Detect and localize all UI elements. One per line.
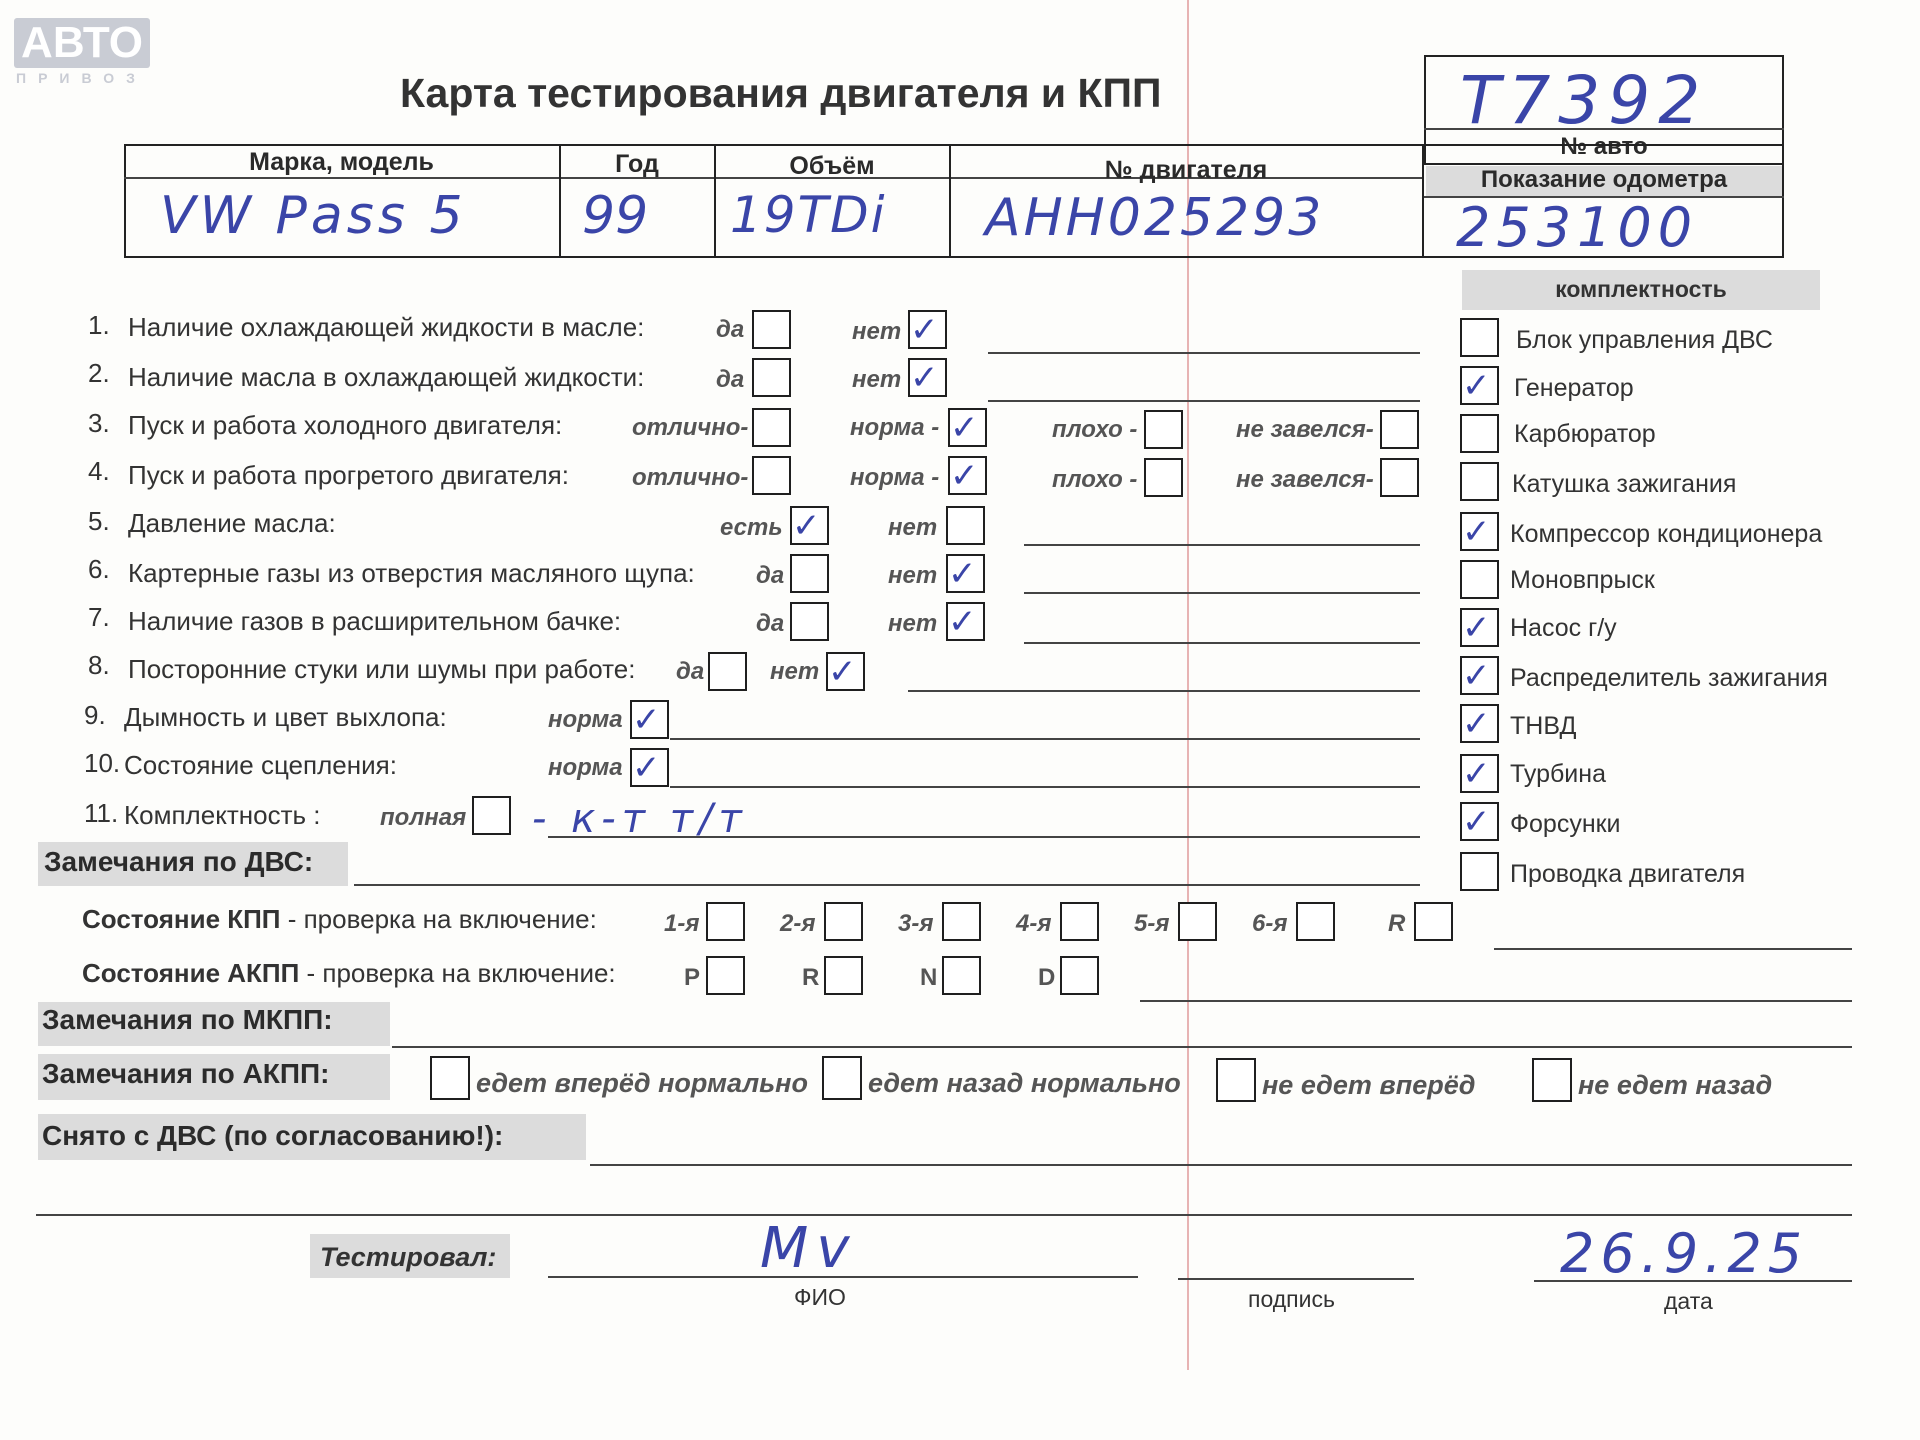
header-engine-no: № двигателя [1104,156,1268,184]
q4-box3[interactable] [1144,458,1183,497]
q5-line [1024,544,1420,546]
date-caption: дата [1664,1288,1713,1314]
q5-box1[interactable] [790,506,829,545]
injectors-tick: ✓ [1462,802,1491,842]
akpp-backward-ok-box[interactable] [822,1056,862,1100]
fio-caption: ФИО [794,1284,846,1310]
kpp-label-bold: Состояние КПП [82,904,281,934]
q3-opt2: норма - [850,414,940,441]
akpp-mode-p: P [684,964,701,991]
volume-value: 19TDi [730,186,887,244]
akpp-box-d[interactable] [1060,956,1099,995]
header-year: Год [615,150,659,178]
tested-label: Тестировал: [320,1242,497,1272]
akpp-label [82,958,616,989]
logo: АВТО [14,18,150,68]
complect-box-mono-injection[interactable] [1460,560,1499,599]
q11-box1[interactable] [472,796,511,835]
col-sep-4 [1422,144,1424,258]
year-value: 99 [582,186,649,246]
q6-box2[interactable] [946,554,985,593]
q1-opt2: нет [852,318,902,345]
q5-box2[interactable] [946,506,985,545]
complect-label-distributor: Распределитель зажигания [1510,664,1828,692]
q9-line [670,738,1420,740]
ac-compressor-tick: ✓ [1462,512,1491,552]
q4-opt2: норма - [850,464,940,491]
q2-line [988,400,1420,402]
odometer-label: Показание одометра [1480,166,1728,193]
kpp-box-2[interactable] [824,902,863,941]
kpp-box-3[interactable] [942,902,981,941]
complect-box-turbine[interactable] [1460,754,1499,793]
kpp-gear-3: 3-я [898,910,934,937]
q3-number: 3. [88,408,110,438]
q6-line [1024,592,1420,594]
q4-tick: ✓ [950,456,979,496]
q1-line [988,352,1420,354]
q3-opt4: не завелся- [1236,416,1374,443]
odometer-value: 253100 [1456,196,1699,259]
q7-box2[interactable] [946,602,985,641]
q3-box2[interactable] [948,408,987,447]
akpp-backward-ok-label: едет назад нормально [868,1068,1181,1098]
blank-line [36,1214,1852,1216]
kpp-gear-2: 2-я [780,910,816,937]
q3-box1[interactable] [752,408,791,447]
complect-label-carburetor: Карбюратор [1514,420,1656,448]
complect-label-ignition-coil: Катушка зажигания [1512,470,1737,498]
remarks-mkpp-label: Замечания по МКПП: [42,1004,333,1035]
header-volume: Объём [789,152,875,180]
kpp-gear-6: 6-я [1252,910,1288,937]
distributor-tick: ✓ [1462,656,1491,696]
q5-number: 5. [88,506,110,536]
q8-text: Посторонние стуки или шумы при работе: [128,654,636,684]
kpp-box-r[interactable] [1414,902,1453,941]
complect-label-mono-injection: Моновпрыск [1510,566,1655,594]
q11-line [548,836,1420,838]
kpp-gear-1: 1-я [664,910,700,937]
q3-opt1: отлично- [632,414,749,441]
complect-box-carburetor[interactable] [1460,414,1499,453]
q6-opt2: нет [888,562,938,589]
q2-tick: ✓ [910,358,939,398]
akpp-mode-d: D [1038,964,1056,991]
q1-tick: ✓ [910,310,939,350]
remarks-akpp-label: Замечания по АКПП: [42,1058,330,1089]
akpp-forward-ok-label: едет вперёд нормально [476,1068,808,1098]
q9-text: Дымность и цвет выхлопа: [124,702,447,732]
q10-box1[interactable] [630,748,669,787]
q5-text: Давление масла: [128,508,336,538]
akpp-no-backward-box[interactable] [1532,1058,1572,1102]
date-value: 26.9.25 [1560,1222,1809,1285]
q6-tick: ✓ [948,554,977,594]
kpp-gear-5: 5-я [1134,910,1170,937]
date-line [1534,1280,1852,1282]
q3-tick: ✓ [950,408,979,448]
q4-opt1: отлично- [632,464,749,491]
kpp-box-1[interactable] [706,902,745,941]
logo-subtitle: ПРИВОЗ [16,70,147,86]
akpp-label-rest: - проверка на включение: [299,958,616,988]
q4-opt4: не завелся- [1236,466,1374,493]
q8-opt1: да [676,658,705,685]
q4-box2[interactable] [948,456,987,495]
kpp-label [82,904,597,935]
kpp-box-6[interactable] [1296,902,1335,941]
q1-opt1: да [716,316,745,343]
q2-number: 2. [88,358,110,388]
auto-number-line [1424,128,1784,130]
q4-opt3: плохо - [1052,466,1138,493]
q7-number: 7. [88,602,110,632]
kpp-label-rest: - проверка на включение: [280,904,597,934]
injection-pump-tick: ✓ [1462,704,1491,744]
q7-opt1: да [756,610,785,637]
complect-title: комплектность [1555,276,1727,302]
akpp-box-p[interactable] [706,956,745,995]
complect-label-turbine: Турбина [1510,760,1606,788]
power-steering-pump-tick: ✓ [1462,608,1491,648]
q2-opt2: нет [852,366,902,393]
akpp-no-forward-box[interactable] [1216,1058,1256,1102]
q3-box3[interactable] [1144,410,1183,449]
complect-box-ac-compressor[interactable] [1460,512,1499,551]
q4-number: 4. [88,456,110,486]
q6-opt1: да [756,562,785,589]
fio-value: Mv [760,1216,858,1281]
q10-text: Состояние сцепления: [124,750,397,780]
q7-box1[interactable] [790,602,829,641]
remarks-mkpp-line [392,1046,1852,1048]
q5-opt2: нет [888,514,938,541]
q8-box1[interactable] [708,652,747,691]
q9-tick: ✓ [632,700,661,740]
q7-tick: ✓ [948,602,977,642]
q3-text: Пуск и работа холодного двигателя: [128,410,563,440]
kpp-gear-4: 4-я [1016,910,1052,937]
q4-text: Пуск и работа прогретого двигателя: [128,460,569,490]
complect-label-ecu: Блок управления ДВС [1516,326,1773,354]
removed-line [590,1164,1852,1166]
remarks-dvs-line [354,884,1420,886]
q2-text: Наличие масла в охлаждающей жидкости: [128,362,645,392]
q8-box2[interactable] [826,652,865,691]
engine-no-value: AHH025293 [985,188,1325,248]
q8-number: 8. [88,650,110,680]
fio-line [548,1276,1138,1278]
q6-number: 6. [88,554,110,584]
header-model: Марка, модель [249,148,434,176]
q10-opt1: норма [548,754,623,781]
q8-line [908,690,1420,692]
q9-number: 9. [84,700,106,730]
q11-opt1: полная [380,804,467,831]
complect-box-ecu[interactable] [1460,318,1499,357]
akpp-box-n[interactable] [942,956,981,995]
q11-number: 11. [84,798,119,828]
q10-tick: ✓ [632,748,661,788]
q3-opt3: плохо - [1052,416,1138,443]
complect-label-ac-compressor: Компрессор кондиционера [1510,520,1823,548]
q6-box1[interactable] [790,554,829,593]
page-title: Карта тестирования двигателя и КПП [400,70,1162,116]
q6-text: Картерные газы из отверстия масляного щупа: [128,558,695,588]
q1-box1[interactable] [752,310,791,349]
q7-text: Наличие газов в расширительном бачке: [128,606,622,636]
remarks-dvs-label: Замечания по ДВС: [44,846,314,877]
akpp-line [1140,1000,1852,1002]
q2-box2[interactable] [908,358,947,397]
q9-box1[interactable] [630,700,669,739]
complect-label-engine-wiring: Проводка двигателя [1510,860,1746,888]
q11-note: - к-т т/т [532,796,748,842]
q4-box4[interactable] [1380,458,1419,497]
akpp-mode-n: N [920,964,938,991]
akpp-label-bold: Состояние АКПП [82,958,300,988]
complect-label-injection-pump: ТНВД [1510,712,1577,740]
sign-line [1178,1278,1414,1280]
q7-opt2: нет [888,610,938,637]
complect-box-generator[interactable] [1460,366,1499,405]
complect-label-power-steering-pump: Насос г/у [1510,614,1617,642]
akpp-box-r[interactable] [824,956,863,995]
turbine-tick: ✓ [1462,754,1491,794]
kpp-gear-r: R [1388,910,1406,937]
q5-tick: ✓ [792,506,821,546]
complect-box-injection-pump[interactable] [1460,704,1499,743]
q8-opt2: нет [770,658,820,685]
q2-opt1: да [716,366,745,393]
q2-box1[interactable] [752,358,791,397]
complect-label-injectors: Форсунки [1510,810,1621,838]
complect-label-generator: Генератор [1514,374,1634,402]
q1-box2[interactable] [908,310,947,349]
complect-box-power-steering-pump[interactable] [1460,608,1499,647]
kpp-line [1494,948,1852,950]
q7-line [1024,642,1420,644]
complect-box-engine-wiring[interactable] [1460,852,1499,891]
q3-box4[interactable] [1380,410,1419,449]
removed-label: Снято с ДВС (по согласованию!): [42,1120,504,1151]
akpp-no-backward-label: не едет назад [1578,1070,1773,1100]
akpp-forward-ok-box[interactable] [430,1056,470,1100]
q1-number: 1. [88,310,110,340]
kpp-box-4[interactable] [1060,902,1099,941]
akpp-no-forward-label: не едет вперёд [1262,1070,1476,1100]
q4-box1[interactable] [752,456,791,495]
q8-tick: ✓ [828,652,857,692]
complect-box-ignition-coil[interactable] [1460,462,1499,501]
complect-box-distributor[interactable] [1460,656,1499,695]
q1-text: Наличие охлаждающей жидкости в масле: [128,312,645,342]
akpp-mode-r: R [802,964,820,991]
model-value: VW Pass 5 [160,186,467,246]
generator-tick: ✓ [1462,366,1491,406]
q10-line [670,786,1420,788]
complect-box-injectors[interactable] [1460,802,1499,841]
q9-opt1: норма [548,706,623,733]
auto-number-label: № авто [1560,133,1648,160]
q11-text: Комплектность : [124,800,321,830]
q5-opt1: есть [720,514,783,541]
q10-number: 10. [84,748,121,778]
auto-number-value: T7392 [1460,62,1709,139]
sign-caption: подпись [1248,1286,1335,1312]
kpp-box-5[interactable] [1178,902,1217,941]
